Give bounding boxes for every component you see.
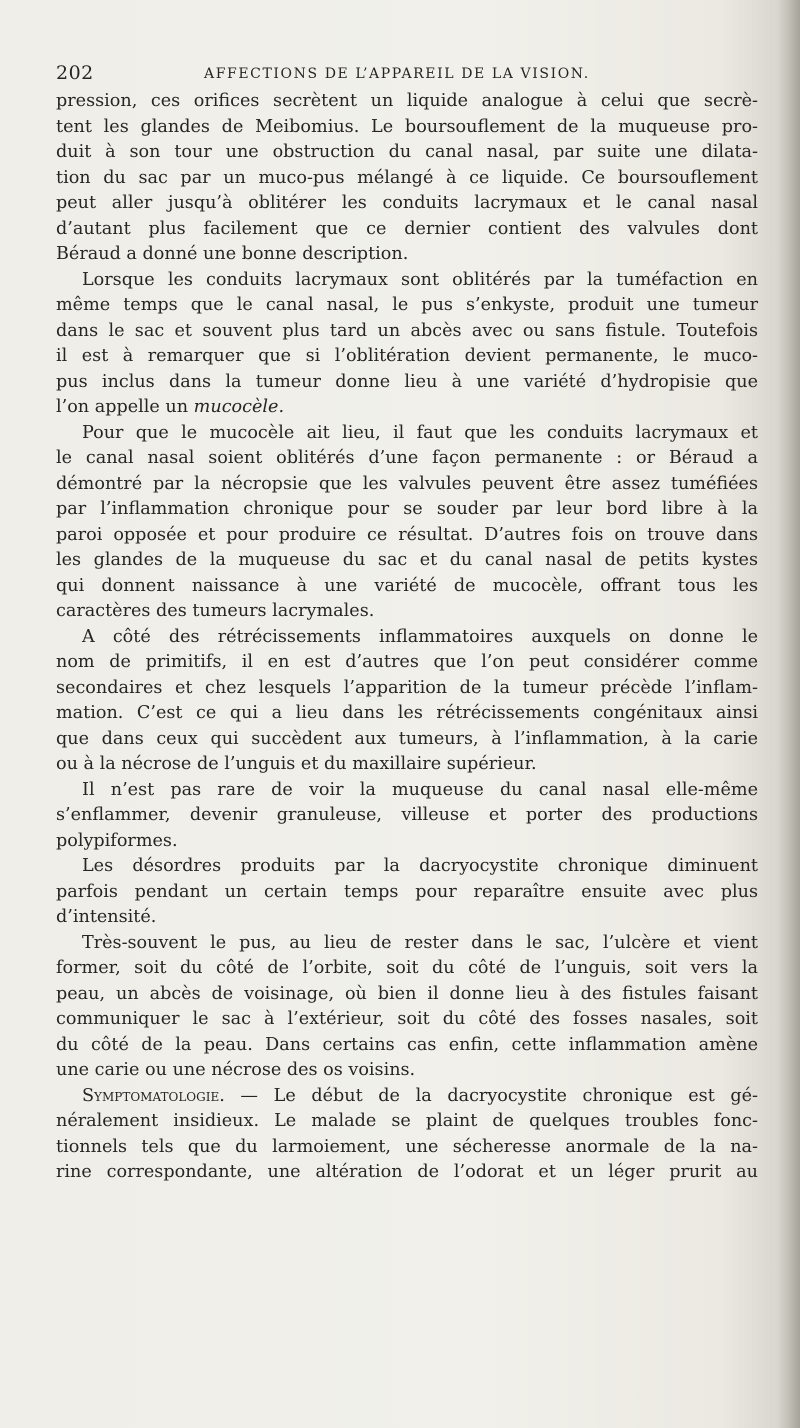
line-text: polypiformes. xyxy=(56,830,178,851)
text-line xyxy=(56,1135,758,1161)
line-text: caractères des tumeurs lacrymales. xyxy=(56,601,375,621)
page-number: 202 xyxy=(56,62,94,84)
text-line xyxy=(56,931,758,957)
line-text: d’autant plus facilement que ce dernier contient des valvules dont xyxy=(56,218,758,239)
line-text: tion du sac par un muco-pus mélangé à ce liquide. Ce boursouflement xyxy=(56,167,758,188)
text-line xyxy=(56,803,758,829)
page-header xyxy=(56,62,756,90)
text-line xyxy=(56,217,758,243)
text-line xyxy=(56,625,758,651)
line-text: former, soit du côté de l’orbite, soit du côté de l’unguis, soit vers la xyxy=(56,958,758,978)
text-line xyxy=(56,752,758,778)
text-line xyxy=(56,676,758,702)
line-text: néralement insidieux. Le malade se plaint de quelques troubles fonc- xyxy=(56,1111,758,1131)
text-line xyxy=(56,370,758,396)
text-line xyxy=(56,1007,758,1033)
line-text: Béraud a donné une bonne description. xyxy=(56,244,409,264)
text-line xyxy=(56,344,758,370)
line-text: pus inclus dans la tumeur donne lieu à une variété d’hydropisie que xyxy=(56,371,758,392)
text-line xyxy=(56,140,758,166)
text-line xyxy=(56,727,758,753)
line-text: une carie ou une nécrose des os voisins. xyxy=(56,1060,416,1080)
line-text: il est à remarquer que si l’oblitération devient permanente, le muco- xyxy=(56,346,758,366)
text-line xyxy=(56,497,758,523)
line-text: dans le sac et souvent plus tard un abcès avec ou sans fistule. Toutefois xyxy=(56,320,758,341)
line-text: le canal nasal soient oblitérés d’une façon permanente : or Béraud a xyxy=(56,448,758,468)
line-text: Très-souvent le pus, au lieu de rester dans le sac, l’ulcère et vient xyxy=(82,932,758,953)
line-text: — Le début de la dacryocystite chronique est gé- xyxy=(224,1085,758,1106)
text-line xyxy=(56,650,758,676)
line-text: Les désordres produits par la dacryocystite chronique diminuent xyxy=(82,856,758,876)
line-text: communiquer le sac à l’extérieur, soit du côté des fosses nasales, soit xyxy=(56,1009,758,1029)
line-text: par l’inflammation chronique pour se souder par leur bord libre à la xyxy=(56,499,758,519)
text-line xyxy=(56,293,758,319)
text-line xyxy=(56,829,758,855)
line-text: d’intensité. xyxy=(56,907,157,927)
text-line xyxy=(56,523,758,549)
line-text: pression, ces orifices secrètent un liquide analogue à celui que secrè- xyxy=(56,91,758,111)
line-text: qui donnent naissance à une variété de mucocèle, offrant tous les xyxy=(56,575,758,596)
line-text: que dans ceux qui succèdent aux tumeurs, à l’inflammation, à la carie xyxy=(56,728,758,749)
line-text: rine correspondante, une altération de l’odorat et un léger prurit au xyxy=(56,1162,758,1182)
line-text: tent les glandes de Meibomius. Le boursouflement de la muqueuse pro- xyxy=(56,116,758,137)
text-line xyxy=(56,115,758,141)
text-line xyxy=(56,1160,758,1186)
line-text: s’enflammer, devenir granuleuse, villeuse et porter des productions xyxy=(56,805,758,825)
line-text: secondaires et chez lesquels l’apparition de la tumeur précède l’inflam- xyxy=(56,677,758,698)
line-text: nom de primitifs, il en est d’autres que l’on peut considérer comme xyxy=(56,652,758,672)
text-line xyxy=(56,880,758,906)
text-line xyxy=(56,242,758,268)
line-text: Lorsque les conduits lacrymaux sont oblitérés par la tuméfaction en xyxy=(82,269,758,290)
running-title: AFFECTIONS DE L’APPAREIL DE LA VISION. xyxy=(204,66,590,82)
line-text: ou à la nécrose de l’unguis et du maxillaire supérieur. xyxy=(56,754,537,774)
text-line xyxy=(56,905,758,931)
line-text: démontré par la nécropsie que les valvules peuvent être assez tuméfiées xyxy=(56,473,758,494)
line-text: paroi opposée et pour produire ce résultat. D’autres fois on trouve dans xyxy=(56,524,758,545)
text-line xyxy=(56,778,758,804)
line-text: du côté de la peau. Dans certains cas enfin, cette inflammation amène xyxy=(56,1034,758,1055)
text-line xyxy=(56,166,758,192)
text-line xyxy=(56,191,758,217)
line-text: duit à son tour une obstruction du canal nasal, par suite une dilata- xyxy=(56,142,758,162)
text-line xyxy=(56,956,758,982)
line-text: peut aller jusqu’à oblitérer les conduits lacrymaux et le canal nasal xyxy=(56,193,758,213)
line-text: l’on appelle un xyxy=(56,397,189,417)
text-line xyxy=(56,574,758,600)
text-line xyxy=(56,854,758,880)
italic-term: mucocèle. xyxy=(188,397,285,417)
text-line xyxy=(56,701,758,727)
text-line xyxy=(56,548,758,574)
body-text xyxy=(56,89,758,1186)
text-line xyxy=(56,1058,758,1084)
text-line xyxy=(56,421,758,447)
line-text: les glandes de la muqueuse du sac et du canal nasal de petits kystes xyxy=(56,550,758,570)
section-heading: Symptomatologie. xyxy=(82,1085,225,1106)
text-line xyxy=(56,472,758,498)
text-line xyxy=(56,89,758,115)
line-text: parfois pendant un certain temps pour reparaître ensuite avec plus xyxy=(56,881,758,902)
text-line xyxy=(56,395,758,421)
text-line xyxy=(56,599,758,625)
text-line xyxy=(56,1084,758,1110)
page-edge-shadow xyxy=(778,0,800,1428)
text-line xyxy=(56,982,758,1008)
line-text: même temps que le canal nasal, le pus s’enkyste, produit une tumeur xyxy=(56,295,758,315)
text-line xyxy=(56,319,758,345)
text-line xyxy=(56,268,758,294)
line-text: mation. C’est ce qui a lieu dans les rétrécissements congénitaux ainsi xyxy=(56,703,758,723)
text-line xyxy=(56,446,758,472)
line-text: tionnels tels que du larmoiement, une sécheresse anormale de la na- xyxy=(56,1136,758,1157)
line-text: Il n’est pas rare de voir la muqueuse du canal nasal elle-même xyxy=(82,779,758,800)
line-text: peau, un abcès de voisinage, où bien il donne lieu à des fistules faisant xyxy=(56,983,758,1004)
text-line xyxy=(56,1033,758,1059)
line-text: Pour que le mucocèle ait lieu, il faut que les conduits lacrymaux et xyxy=(82,422,758,443)
text-line xyxy=(56,1109,758,1135)
line-text: A côté des rétrécissements inflammatoires auxquels on donne le xyxy=(82,626,758,647)
